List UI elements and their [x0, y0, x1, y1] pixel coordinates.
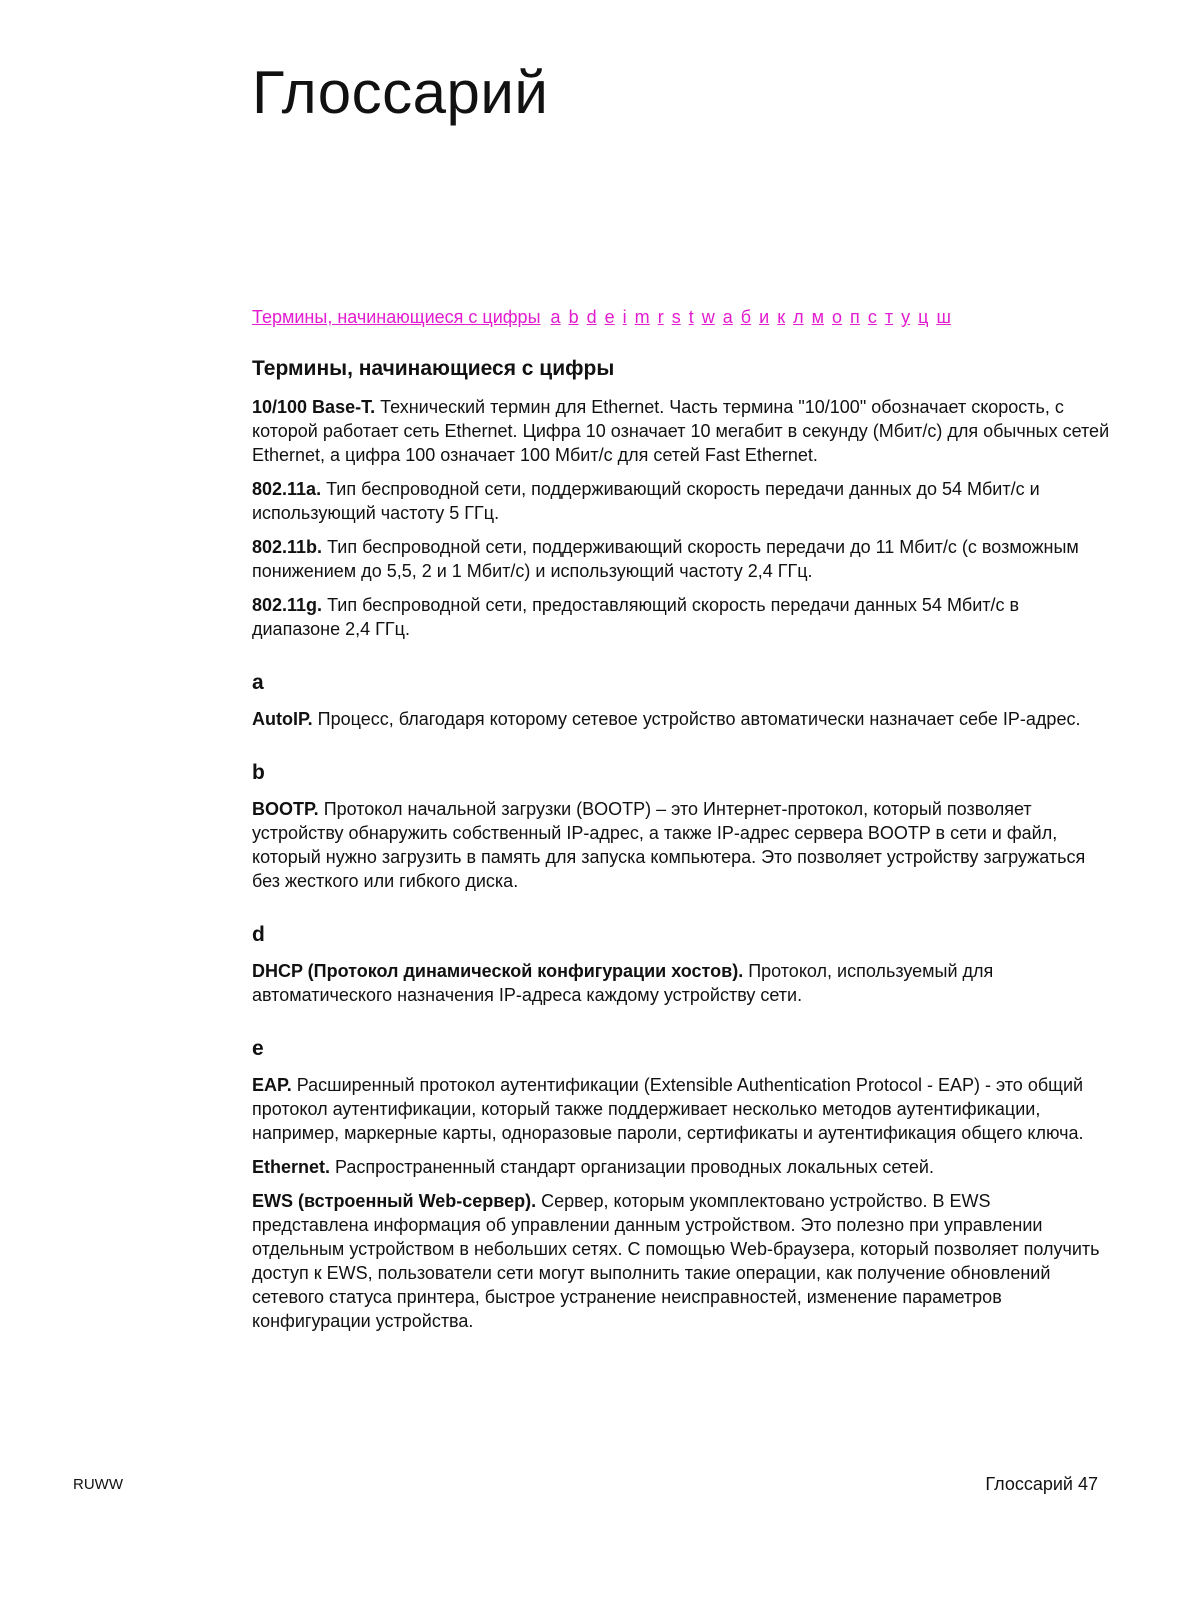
index-link-cyr-m[interactable]: м — [811, 307, 824, 327]
entry-definition: Распространенный стандарт организации проводных локальных сетей. — [330, 1157, 934, 1177]
glossary-entry — [252, 477, 1112, 525]
index-link-s[interactable]: s — [671, 307, 681, 327]
index-link-cyr-a[interactable]: а — [722, 307, 733, 327]
index-link-cyr-sh[interactable]: ш — [936, 307, 951, 327]
entry-definition: Процесс, благодаря которому сетевое устройство автоматически назначает себе IP-адрес. — [312, 709, 1081, 729]
index-link-i[interactable]: i — [622, 307, 627, 327]
entry-term: 802.11g. — [252, 595, 323, 615]
index-link-t[interactable]: t — [688, 307, 694, 327]
glossary-entry — [252, 1189, 1112, 1333]
index-link-b[interactable]: b — [568, 307, 579, 327]
glossary-content — [252, 355, 1112, 1343]
index-link-r[interactable]: r — [657, 307, 664, 327]
section-heading-e: e — [252, 1037, 264, 1060]
glossary-entry — [252, 1073, 1112, 1145]
index-link-w[interactable]: w — [701, 307, 715, 327]
index-link-cyr-b[interactable]: б — [740, 307, 752, 327]
index-link-digits[interactable]: Термины, начинающиеся с цифры — [252, 307, 541, 327]
glossary-entry — [252, 395, 1112, 467]
index-link-cyr-s[interactable]: с — [867, 307, 877, 327]
glossary-entry — [252, 959, 1112, 1007]
entry-term: EAP. — [252, 1075, 292, 1095]
entry-definition: Технический термин для Ethernet. Часть термина "10/100" обозначает скорость, с которой работает сеть Ethernet. Цифра 10 означает 10 мегабит в секунду (Мбит/с) для обычных сетей Ethernet, а цифра 100 означает 100 Мбит/с для сетей Fast Ethernet. — [252, 397, 1110, 465]
section-heading-d: d — [252, 923, 265, 946]
entry-definition: Расширенный протокол аутентификации (Extensible Authentication Protocol - EAP) - это общий протокол аутентификации, который также поддерживает несколько методов аутентификации, например, маркерные карты, одноразовые пароли, сертификаты и аутентификация общего ключа. — [252, 1075, 1084, 1143]
index-link-m[interactable]: m — [634, 307, 650, 327]
entry-term: AutoIP. — [252, 709, 313, 729]
entry-definition: Тип беспроводной сети, поддерживающий скорость передачи до 11 Мбит/с (с возможным понижением до 5,5, 2 и 1 Мбит/с) и использующий частоту 2,4 ГГц. — [252, 537, 1079, 581]
entry-definition: Сервер, которым укомплектовано устройство. В EWS представлена информация об управлении данным устройством. Это полезно при управлении отдельным устройством в небольших сетях. С помощью Web-браузера, который позволяет получить доступ к EWS, пользователи сети могут выполнить такие операции, как получение обновлений сетевого статуса принтера, быстрое устранение неисправностей, изменение параметров конфигурации устройства. — [252, 1191, 1100, 1331]
index-link-cyr-t[interactable]: т — [884, 307, 894, 327]
index-link-cyr-l[interactable]: л — [793, 307, 804, 327]
index-link-cyr-o[interactable]: о — [832, 307, 843, 327]
index-link-a[interactable]: a — [550, 307, 561, 327]
entry-term: EWS (встроенный Web-сервер). — [252, 1191, 537, 1211]
index-link-cyr-u[interactable]: у — [901, 307, 911, 327]
glossary-index — [252, 305, 1152, 329]
entry-term: 802.11b. — [252, 537, 323, 557]
footer-locale-code: RUWW — [73, 1476, 123, 1493]
section-heading-a: a — [252, 671, 264, 694]
index-link-cyr-ts[interactable]: ц — [918, 307, 929, 327]
index-link-e[interactable]: e — [604, 307, 615, 327]
index-link-cyr-k[interactable]: к — [777, 307, 786, 327]
section-heading-b: b — [252, 761, 265, 784]
index-link-d[interactable]: d — [586, 307, 597, 327]
glossary-entry — [252, 707, 1112, 731]
glossary-entry — [252, 797, 1112, 893]
entry-term: Ethernet. — [252, 1157, 331, 1177]
entry-term: 802.11a. — [252, 479, 322, 499]
index-link-cyr-p[interactable]: п — [850, 307, 860, 327]
section-heading-digits: Термины, начинающиеся с цифры — [252, 357, 615, 380]
entry-definition: Протокол начальной загрузки (BOOTP) – это Интернет-протокол, который позволяет устройству обнаружить собственный IP-адрес, а также IP-адрес сервера BOOTP в сети и файл, который нужно загрузить в память для запуска компьютера. Это позволяет устройству загружаться без жесткого или гибкого диска. — [252, 799, 1086, 891]
entry-term: BOOTP. — [252, 799, 319, 819]
entry-definition: Тип беспроводной сети, предоставляющий скорость передачи данных 54 Мбит/с в диапазоне 2,4 ГГц. — [252, 595, 1020, 639]
glossary-entry — [252, 535, 1112, 583]
glossary-entry — [252, 1155, 1112, 1179]
entry-term: 10/100 Base-T. — [252, 397, 376, 417]
index-link-cyr-i[interactable]: и — [759, 307, 770, 327]
glossary-entry — [252, 593, 1112, 641]
entry-term: DHCP (Протокол динамической конфигурации хостов). — [252, 961, 744, 981]
entry-definition: Тип беспроводной сети, поддерживающий скорость передачи данных до 54 Мбит/с и использующий частоту 5 ГГц. — [252, 479, 1040, 523]
entry-definition: Протокол, используемый для автоматического назначения IP-адреса каждому устройству сети. — [252, 961, 994, 1005]
footer-page-number: Глоссарий 47 — [985, 1474, 1098, 1494]
page-title: Глоссарий — [252, 59, 549, 126]
